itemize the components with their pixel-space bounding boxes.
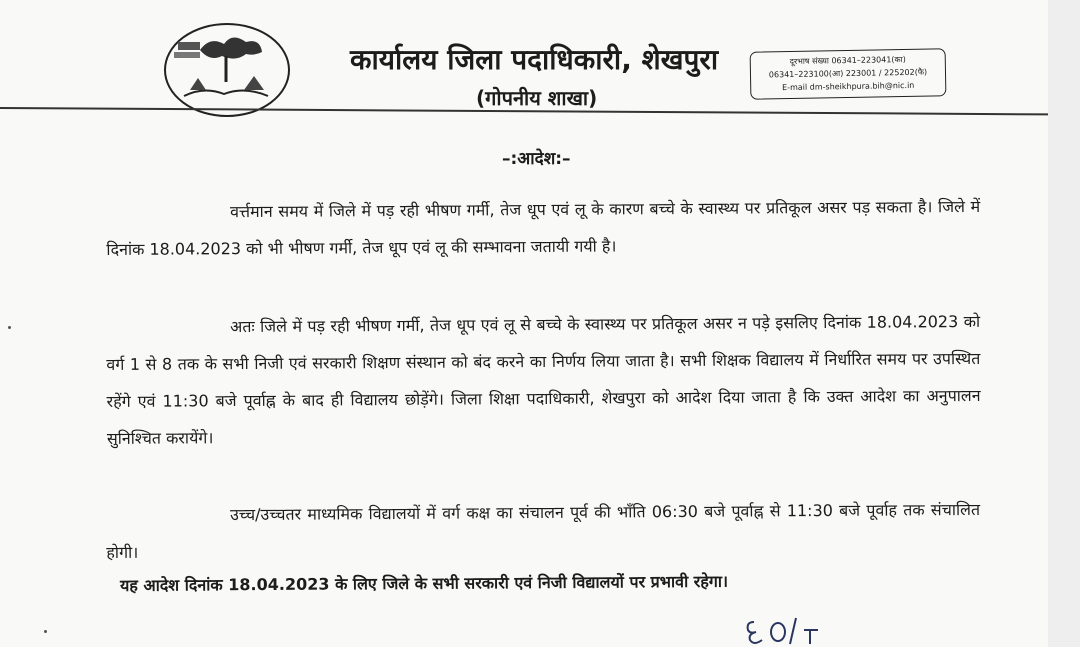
order-closing-statement: यह आदेश दिनांक 18.04.2023 के लिए जिले के सभी सरकारी एवं निजी विद्यालयों पर प्रभावी रहेगा।: [120, 571, 729, 595]
order-paragraph-2: [106, 303, 981, 457]
contact-email: E-mail dm-sheikhpura.bih@nic.in: [782, 80, 915, 93]
order-paragraph-1: [106, 188, 980, 268]
paragraph-text: उच्च/उच्चतर माध्यमिक विद्यालयों में वर्ग कक्ष का संचालन पूर्व की भाँति 06:30 बजे पूर्वाह्न से 11:30 बजे पूर्वाह तक संचालित होगी।: [106, 499, 981, 562]
paragraph-text: वर्त्तमान समय में जिले में पड़ रही भीषण गर्मी, तेज धूप एवं लू के कारण बच्चे के स्वास्थ्य पर प्रतिकूल असर पड़ सकता है। जिले में दिनांक 18.04.2023 को भी भीषण गर्मी, तेज धूप एवं लू की सम्भावना जतायी गयी है।: [106, 196, 981, 259]
handwritten-signature: [744, 612, 834, 646]
scan-speck: [8, 326, 11, 329]
order-paragraph-3: [106, 491, 980, 571]
contact-fax: 06341–223100(आ) 223001 / 225202(फै): [768, 67, 928, 80]
office-subtitle: (गोपनीय शाखा): [476, 86, 598, 110]
office-title: कार्यालय जिला पदाधिकारी, शेखपुरा: [350, 43, 719, 76]
district-logo-emblem: [160, 20, 294, 120]
scan-speck: [44, 630, 47, 633]
paragraph-text: अतः जिले में पड़ रही भीषण गर्मी, तेज धूप एवं लू से बच्चे के स्वास्थ्य पर प्रतिकूल असर न पड़े इसलिए दिनांक 18.04.2023 को वर्ग 1 से 8 तक के सभी निजी एवं सरकारी शिक्षण संस्थान को बंद करने का निर्णय लिया जाता है। सभी शिक्षक विद्यालय में निर्धारित समय पर उपस्थित रहेंगे एवं 11:30 बजे पूर्वाह्न के बाद ही विद्यालय छोड़ेंगे। जिला शिक्षा पदाधिकारी, शेखपुरा को आदेश दिया जाता है कि उक्त आदेश का अनुपालन सुनिश्चित करायेंगे।: [106, 311, 981, 448]
contact-phone: दूरभाष संख्या 06341–223041(का): [789, 54, 906, 67]
order-heading: –:आदेश:–: [502, 149, 571, 169]
contact-box: [750, 48, 947, 99]
screen-margin: [1048, 0, 1080, 647]
